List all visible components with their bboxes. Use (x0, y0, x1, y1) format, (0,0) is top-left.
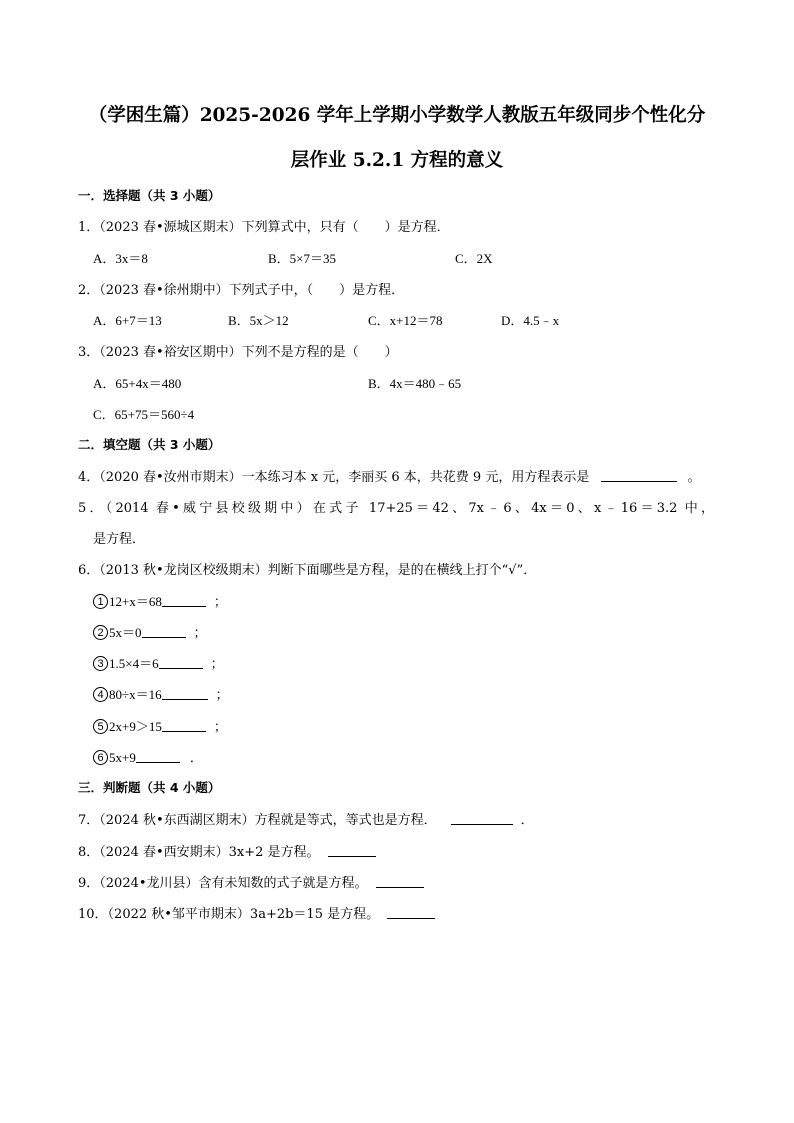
question-2-option-a: A．6+7＝13 (93, 313, 162, 328)
question-6-item-2 (93, 622, 207, 641)
item-5-end: ； (213, 720, 227, 735)
question-1-option-a: A．3x＝8 (93, 251, 148, 266)
question-10 (78, 903, 435, 922)
question-5-line-2: 是方程． (93, 532, 146, 547)
item-2-expression: 5x＝0 (109, 625, 142, 640)
section-heading-judge: 三．判断题（共 4 小题） (78, 780, 221, 795)
question-3-stem: 3．（2023 春•裕安区期中）下列不是方程的是（ ） (78, 345, 398, 360)
item-3-end: ； (210, 657, 224, 672)
circled-number-4: 4 (93, 687, 108, 702)
section-heading-fill: 二．填空题（共 3 小题） (78, 437, 221, 452)
question-2-option-d: D．4.5﹣x (501, 313, 560, 328)
item-3-expression: 1.5×4＝6 (109, 656, 159, 671)
question-7-end: ． (520, 813, 534, 828)
question-7-stem: 7．（2024 秋•东西湖区期末）方程就是等式，等式也是方程． (78, 813, 437, 828)
section-heading-choice: 一．选择题（共 3 小题） (78, 188, 221, 203)
question-4-stem: 4．（2020 春•汝州市期末）一本练习本 x 元，李丽买 6 本，共花费 9 元，用方程表示是 (78, 470, 590, 485)
page-title-line-1: （学困生篇）2025-2026 学年上学期小学数学人教版五年级同步个性化分 (88, 105, 706, 126)
question-8-answer-blank[interactable] (328, 844, 376, 857)
item-6-answer-blank[interactable] (136, 750, 180, 763)
question-6-item-5 (93, 716, 227, 735)
item-4-end: ； (215, 688, 229, 703)
question-9-stem: 9．（2024•龙川县）含有未知数的式子就是方程。 (78, 876, 368, 891)
item-4-expression: 80÷x＝16 (109, 687, 162, 702)
question-4-answer-blank[interactable] (601, 469, 677, 482)
question-1-option-b: B．5×7＝35 (268, 251, 337, 266)
question-2-option-b: B．5x＞12 (228, 313, 289, 328)
question-6-item-4 (93, 684, 229, 703)
circled-number-5: 5 (93, 719, 108, 734)
item-5-expression: 2x+9＞15 (109, 719, 162, 734)
item-2-answer-blank[interactable] (142, 625, 186, 638)
question-7 (78, 809, 534, 828)
question-8-stem: 8．（2024 春•西安期末）3x+2 是方程。 (78, 845, 320, 860)
item-6-end: ． (189, 751, 203, 766)
question-5-line-1: 5．（2014 春•威宁县校级期中）在式子 17+25＝42、7x﹣6、4x＝0、x﹣16＝3.2 中， (78, 501, 714, 516)
question-1-option-c: C．2X (455, 251, 493, 266)
question-10-stem: 10．（2022 秋•邹平市期末）3a+2b＝15 是方程。 (78, 907, 380, 922)
item-3-answer-blank[interactable] (159, 656, 203, 669)
question-4 (78, 466, 701, 485)
item-2-end: ； (193, 626, 207, 641)
circled-number-3: 3 (93, 656, 108, 671)
question-9 (78, 872, 424, 891)
item-1-end: ； (213, 595, 227, 610)
question-6-stem: 6．（2013 秋•龙岗区校级期末）判断下面哪些是方程，是的在横线上打个“√”． (78, 563, 537, 578)
circled-number-2: 2 (93, 625, 108, 640)
question-4-end: 。 (687, 470, 701, 485)
question-8 (78, 841, 376, 860)
question-3-option-b: B．4x＝480﹣65 (368, 376, 462, 391)
question-6-item-1 (93, 591, 227, 610)
question-2-option-c: C．x+12＝78 (368, 313, 443, 328)
circled-number-1: 1 (93, 594, 108, 609)
item-6-expression: 5x+9 (109, 750, 136, 765)
question-1-stem: 1．（2023 春•源城区期末）下列算式中，只有（ ）是方程． (78, 220, 450, 235)
question-7-answer-blank[interactable] (451, 812, 513, 825)
question-10-answer-blank[interactable] (387, 906, 435, 919)
question-2-stem: 2．（2023 春•徐州期中）下列式子中，（ ）是方程． (78, 283, 405, 298)
circled-number-6: 6 (93, 750, 108, 765)
page-title-line-2: 层作业 5.2.1 方程的意义 (290, 150, 504, 171)
question-3-option-a: A．65+4x＝480 (93, 376, 182, 391)
item-1-answer-blank[interactable] (162, 594, 206, 607)
question-6-item-6 (93, 747, 203, 766)
question-9-answer-blank[interactable] (376, 875, 424, 888)
item-5-answer-blank[interactable] (162, 719, 206, 732)
question-3-option-c: C．65+75＝560÷4 (93, 407, 195, 422)
item-1-expression: 12+x＝68 (109, 594, 162, 609)
question-6-item-3 (93, 653, 224, 672)
item-4-answer-blank[interactable] (162, 687, 208, 700)
